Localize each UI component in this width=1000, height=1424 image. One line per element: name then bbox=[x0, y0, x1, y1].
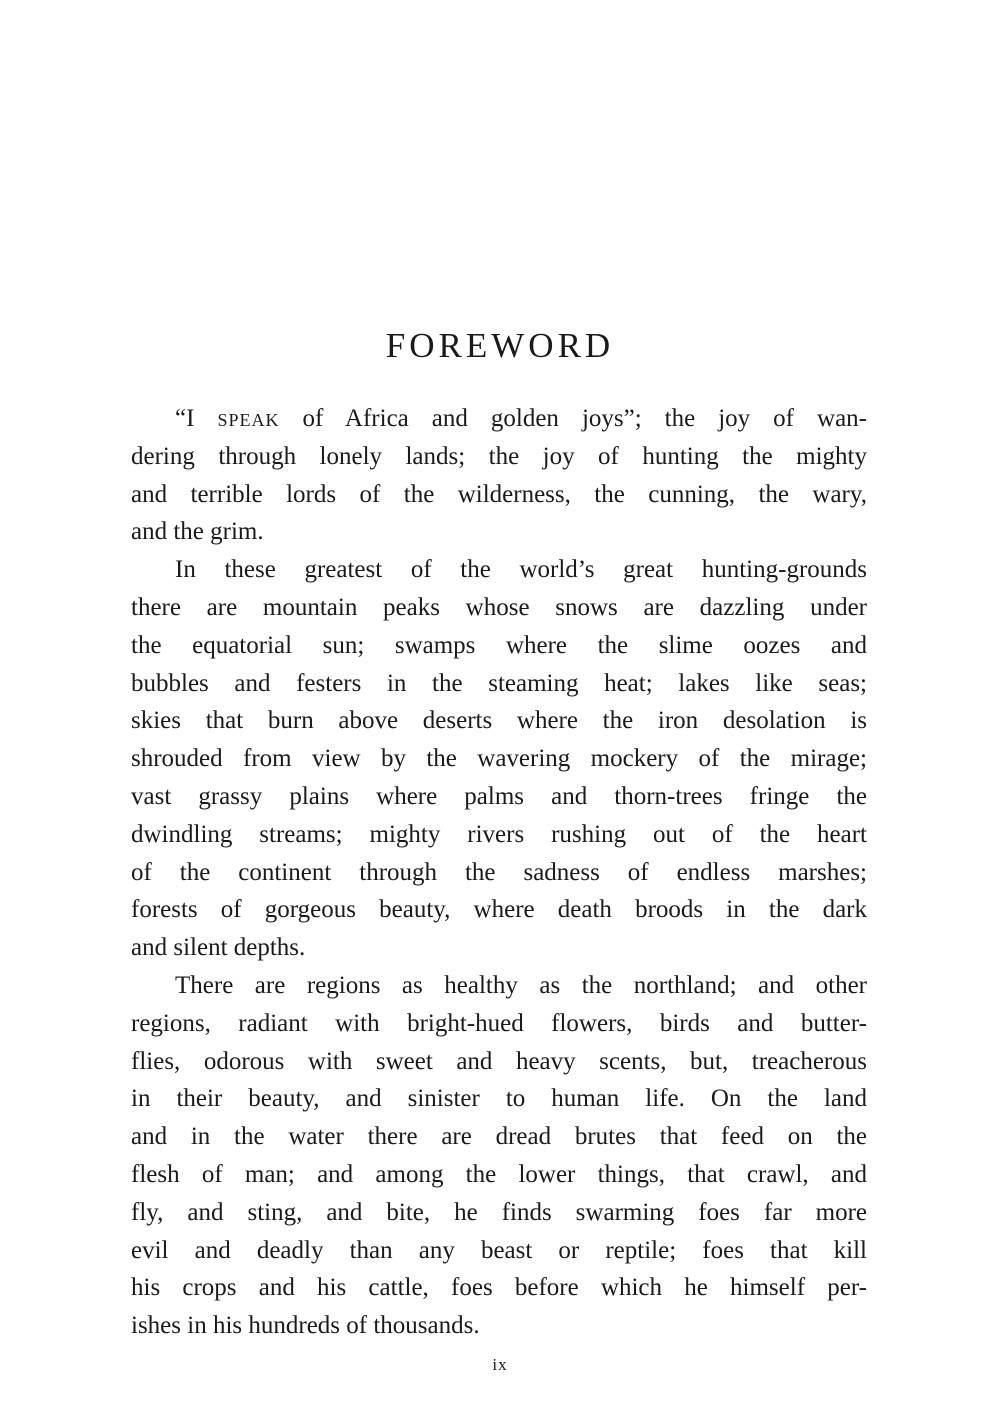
text-line-lead: “I bbox=[175, 405, 218, 432]
chapter-title: FOREWORD bbox=[385, 326, 615, 365]
text-line: ishes in his hundreds of thousands. bbox=[131, 1312, 480, 1340]
text-line: there are mountain peaks whose snows are dazzling under bbox=[131, 593, 867, 621]
text-line: dwindling streams; mighty rivers rushing out of the heart bbox=[131, 820, 867, 848]
text-line: skies that burn above deserts where the iron desolation is bbox=[131, 707, 867, 735]
paragraph-2 bbox=[131, 551, 867, 967]
text-line: vast grassy plains where palms and thorn-trees fringe the bbox=[131, 782, 867, 810]
paragraph-1 bbox=[131, 400, 867, 551]
text-line: bubbles and festers in the steaming heat; lakes like seas; bbox=[131, 669, 867, 697]
text-line: shrouded from view by the wavering mockery of the mirage; bbox=[131, 745, 867, 773]
text-line: forests of gorgeous beauty, where death broods in the dark bbox=[131, 896, 867, 924]
text-line: of the continent through the sadness of endless marshes; bbox=[131, 858, 867, 886]
text-line: flies, odorous with sweet and heavy scents, but, treacherous bbox=[131, 1047, 867, 1075]
paragraph-3 bbox=[131, 967, 867, 1345]
body-text bbox=[131, 400, 867, 1345]
text-line-rest: of Africa and golden joys”; the joy of wan- bbox=[279, 405, 867, 432]
text-line: dering through lonely lands; the joy of hunting the mighty bbox=[131, 442, 867, 470]
text-line: and the grim. bbox=[131, 518, 264, 546]
page-number: ix bbox=[492, 1355, 508, 1374]
text-line: regions, radiant with bright-hued flowers, birds and butter- bbox=[131, 1009, 867, 1037]
text-line: and silent depths. bbox=[131, 934, 306, 962]
text-line: In these greatest of the world’s great hunting-grounds bbox=[175, 556, 867, 584]
text-line: flesh of man; and among the lower things, that crawl, and bbox=[131, 1160, 867, 1188]
text-line: in their beauty, and sinister to human life. On the land bbox=[131, 1085, 867, 1113]
text-line: fly, and sting, and bite, he finds swarming foes far more bbox=[131, 1198, 867, 1226]
text-line-smallcaps: speak bbox=[217, 405, 280, 432]
text-line: evil and deadly than any beast or reptile; foes that kill bbox=[131, 1236, 867, 1264]
text-line: the equatorial sun; swamps where the slime oozes and bbox=[131, 631, 867, 659]
text-line bbox=[131, 400, 867, 438]
text-line: his crops and his cattle, foes before which he himself per- bbox=[131, 1274, 867, 1302]
text-line: and in the water there are dread brutes that feed on the bbox=[131, 1123, 867, 1151]
text-line: and terrible lords of the wilderness, the cunning, the wary, bbox=[131, 480, 867, 508]
text-line: There are regions as healthy as the northland; and other bbox=[175, 971, 867, 999]
